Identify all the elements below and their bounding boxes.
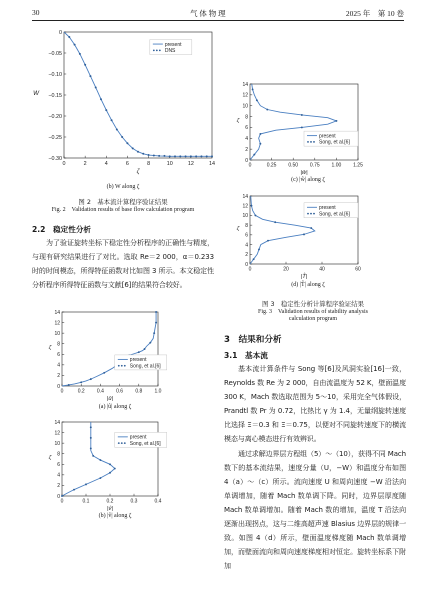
x-tick-label: 40 [319, 266, 325, 273]
y-tick-label: 8 [245, 114, 248, 121]
series-reference-point [174, 155, 176, 157]
legend-dot-swatch [124, 365, 126, 367]
series-present-line [62, 312, 156, 386]
y-tick-label: 8 [57, 451, 60, 458]
series-reference-point [95, 86, 97, 88]
x-tick-label: 0 [60, 498, 64, 505]
series-reference-point [266, 109, 268, 111]
y-axis-label: ζ [48, 345, 52, 351]
page-number: 30 [32, 8, 40, 17]
legend-dot-swatch [153, 49, 155, 51]
series-reference-point [132, 147, 134, 149]
series-reference-point [80, 381, 82, 383]
plot-frame [62, 312, 158, 386]
legend-dot-swatch [310, 141, 312, 143]
section-3-1-paragraph-2: 通过求解边界层方程组（5）～（10），获得不同 Mach 数下的基本流结果，速度分量（U，−W）和温度分布如图 4（a）～（c）所示。流向速度 U 和周向速度 −W 沿法向单调增加，随着 Mach 数单调下降。同时，边界层厚度随 Mach 数单调增加。随着 Mach 数的增加，温度 T 沿法向逐渐出现拐点，这与二维高超声速 Blasius 边界层的规律一致。如图 4（d）所示，壁面温度梯度随 Mach 数单调增加，而壁面流向和周向速度梯度相对恒定。旋转坐标系下附加 [224, 449, 406, 571]
x-tick-label: 14 [209, 160, 215, 167]
y-tick-label: 4 [245, 136, 248, 143]
y-tick-label: −0.15 [48, 92, 62, 99]
x-axis-label: |v̂| [107, 506, 113, 512]
y-tick-label: 4 [57, 472, 60, 479]
series-reference-point [179, 155, 181, 157]
y-axis-label: ζ [236, 226, 240, 232]
y-tick-label: 10 [54, 330, 60, 337]
y-tick-label: 6 [245, 232, 248, 239]
y-tick-label: 0 [245, 157, 248, 164]
series-reference-point [253, 258, 255, 260]
series-reference-point [84, 64, 86, 66]
figure2-subcaption: (b) W along ζ [106, 184, 140, 190]
series-reference-point [90, 378, 92, 380]
x-tick-label: 20 [283, 266, 289, 273]
series-reference-point [148, 154, 150, 156]
legend-dot-swatch [121, 365, 123, 367]
series-reference-point [142, 153, 144, 155]
legend-dot-swatch [156, 49, 158, 51]
series-reference-point [153, 332, 155, 334]
legend-dot-swatch [159, 49, 161, 51]
y-tick-label: 6 [57, 462, 60, 469]
figure3-caption-en-line1: Fig. 3 Validation results of stability analysis [258, 309, 368, 315]
y-tick-label: −0.25 [48, 134, 62, 141]
x-tick-label: 12 [187, 160, 194, 167]
series-reference-point [195, 155, 197, 157]
series-reference-point [99, 459, 101, 461]
section-3-1-heading: 3.1 基本流 [224, 351, 268, 360]
x-tick-label: 0.25 [266, 162, 277, 169]
x-tick-label: 4 [104, 160, 108, 167]
series-reference-point [259, 143, 261, 145]
section-3-heading: 3 结果和分析 [224, 335, 282, 345]
series-reference-point [114, 468, 116, 470]
y-tick-label: 8 [57, 341, 60, 348]
figure3a-plot [49, 310, 167, 402]
y-tick-label: 0 [57, 383, 60, 390]
series-reference-point [155, 322, 157, 324]
series-reference-point [103, 372, 105, 374]
x-tick-label: 0.2 [77, 388, 85, 395]
series-reference-point [211, 155, 213, 157]
figure2-caption-en: Fig. 2 Validation results of base flow calculation program [51, 207, 195, 213]
series-reference-point [252, 88, 254, 90]
series-reference-point [274, 221, 276, 223]
x-tick-label: 0.2 [106, 498, 114, 505]
legend-label-present: present [319, 133, 336, 140]
y-tick-label: 4 [245, 242, 248, 249]
series-reference-point [256, 99, 258, 101]
series-reference-point [158, 155, 160, 157]
series-reference-point [259, 133, 261, 135]
y-tick-label: −0.10 [48, 71, 62, 78]
series-reference-point [89, 75, 91, 77]
issue-info: 2025 年 第 10 卷 [345, 9, 404, 18]
y-tick-label: 8 [245, 222, 248, 229]
series-reference-point [109, 463, 111, 465]
y-tick-label: 12 [242, 203, 248, 210]
series-reference-point [121, 136, 123, 138]
x-tick-label: 1.25 [353, 162, 363, 169]
y-tick-label: 2 [57, 373, 60, 380]
series-reference-point [109, 472, 111, 474]
figure3c-chart [228, 80, 388, 178]
x-tick-label: 0.6 [116, 388, 124, 395]
x-tick-label: 0.8 [135, 388, 143, 395]
x-axis-label: |ŵ| [300, 170, 308, 176]
x-tick-label: 2 [83, 160, 87, 167]
series-reference-point [105, 109, 107, 111]
y-tick-label: 6 [57, 352, 60, 359]
series-reference-point [310, 227, 312, 229]
x-tick-label: 0.4 [96, 388, 104, 395]
figure3-caption-cn: 图 3 稳定性分析计算程序验证结果 [262, 300, 364, 308]
series-reference-point [90, 437, 92, 439]
y-tick-label: 12 [242, 92, 248, 99]
series-reference-point [200, 155, 202, 157]
y-axis-label: W [33, 90, 39, 97]
x-tick-label: 0.4 [154, 498, 162, 505]
legend-label-reference: Song, et al.[6] [319, 211, 350, 218]
x-tick-label: 60 [355, 266, 361, 273]
series-reference-point [149, 342, 151, 344]
x-axis-label: |T̂| [300, 274, 308, 280]
series-reference-point [85, 483, 87, 485]
plot-frame [250, 84, 358, 160]
y-tick-label: 6 [245, 125, 248, 132]
x-tick-label: 0.50 [288, 162, 299, 169]
y-tick-label: 14 [242, 193, 248, 200]
y-tick-label: −0.20 [48, 113, 62, 120]
y-tick-label: 12 [54, 430, 60, 437]
series-reference-point [68, 384, 70, 386]
x-tick-label: 8 [147, 160, 151, 167]
legend-dot-swatch [118, 442, 120, 444]
legend-label-present: present [129, 357, 147, 364]
series-reference-point [163, 155, 165, 157]
legend-dot-swatch [307, 141, 309, 143]
series-reference-point [267, 240, 269, 242]
y-tick-label: 10 [242, 103, 248, 110]
x-tick-label: 0 [248, 266, 252, 273]
figure3c-subcaption: (c) |ŵ| along ζ [291, 177, 325, 183]
legend-label-present: present [319, 205, 336, 212]
series-reference-point [153, 154, 155, 156]
series-reference-point [185, 155, 187, 157]
x-tick-label: 10 [166, 160, 173, 167]
series-reference-point [111, 119, 113, 121]
legend-label-reference: DNS [164, 48, 176, 55]
figure2-caption-cn: 图 2 基本流计算程序验证结果 [78, 198, 168, 206]
y-tick-label: 10 [242, 213, 248, 220]
series-reference-point [335, 120, 337, 122]
series-reference-point [250, 205, 252, 207]
series-present-line [250, 84, 336, 160]
series-reference-point [79, 53, 81, 55]
header-rule [32, 20, 404, 21]
y-tick-label: 10 [54, 440, 60, 447]
series-reference-point [74, 44, 76, 46]
figure3b-subcaption: (b) |v̂| along ζ [98, 513, 132, 519]
legend-dot-swatch [121, 442, 123, 444]
figure2-chart [30, 26, 216, 184]
x-axis-label: |û| [106, 396, 114, 402]
section-3-1-text [224, 362, 406, 573]
x-tick-label: 6 [125, 160, 129, 167]
y-tick-label: −0.30 [48, 155, 62, 162]
series-reference-point [169, 155, 171, 157]
series-present-line [62, 422, 115, 496]
figure3a-chart [40, 308, 190, 402]
legend-label-present: present [164, 41, 182, 48]
y-tick-label: 14 [242, 81, 248, 88]
section-2-2-heading: 2.2 稳定性分析 [32, 225, 92, 234]
y-tick-label: 0 [245, 261, 248, 268]
figure3c-plot [237, 82, 363, 176]
series-reference-point [126, 142, 128, 144]
series-reference-point [68, 36, 70, 38]
x-tick-label: 0.1 [82, 498, 90, 505]
legend-dot-swatch [307, 213, 309, 215]
y-tick-label: 12 [54, 320, 60, 327]
series-reference-point [253, 154, 255, 156]
series-reference-point [73, 489, 75, 491]
series-reference-point [138, 351, 140, 353]
series-reference-point [301, 126, 303, 128]
series-reference-point [137, 151, 139, 153]
section-2-2-paragraph: 为了验证旋转坐标下稳定性分析程序的正确性与精度，与现有研究结果进行了对比。选取 Re＝2 000，α＝0.233 时的时间模态，所得特征函数对比如图 3 所示。本文稳定性分析程序所得特征函数与文献[6]的结果符合较好。 [32, 239, 214, 290]
series-reference-point [303, 233, 305, 235]
y-axis-label: ζ [236, 118, 240, 124]
series-reference-point [144, 348, 146, 350]
x-tick-label: 1.00 [331, 162, 342, 169]
journal-title: 气 体 物 理 [190, 9, 226, 18]
x-tick-label: 0 [60, 388, 64, 395]
x-tick-label: 0.75 [309, 162, 320, 169]
legend-label-reference: Song, et al.[6] [129, 363, 161, 370]
x-tick-label: 0.3 [130, 498, 138, 505]
series-reference-point [92, 455, 94, 457]
series-reference-point [90, 426, 92, 428]
figure3d-chart [228, 192, 388, 282]
series-reference-point [90, 447, 92, 449]
legend-dot-swatch [124, 442, 126, 444]
legend-dot-swatch [310, 213, 312, 215]
series-reference-point [61, 495, 63, 497]
y-tick-label: 4 [57, 362, 60, 369]
figure2-plot [33, 30, 215, 175]
y-tick-label: 14 [54, 419, 60, 426]
series-reference-point [116, 128, 118, 130]
series-reference-point [100, 98, 102, 100]
y-tick-label: 2 [245, 252, 248, 259]
figure3-caption-en-line2: calculation program [288, 316, 338, 322]
figure3d-plot [237, 194, 361, 280]
legend-dot-swatch [313, 141, 315, 143]
x-tick-label: 0 [62, 160, 66, 167]
series-reference-point [99, 477, 101, 479]
series-reference-point [155, 311, 157, 313]
figure3a-subcaption: (a) |û| along ζ [98, 404, 132, 410]
x-axis-label: ζ [136, 167, 140, 175]
legend-label-reference: Song, et al.[6] [319, 139, 350, 146]
series-reference-point [254, 214, 256, 216]
series-reference-point [206, 155, 208, 157]
figure3b-chart [40, 418, 190, 514]
series-reference-point [190, 155, 192, 157]
y-tick-label: 14 [54, 309, 60, 316]
y-axis-label: ζ [48, 455, 52, 461]
legend-label-present: present [129, 434, 147, 441]
figure3b-plot [49, 420, 167, 512]
y-tick-label: 2 [245, 146, 248, 153]
x-tick-label: 1.0 [154, 388, 162, 395]
series-reference-point [258, 248, 260, 250]
y-tick-label: 0 [57, 493, 60, 500]
y-tick-label: 2 [57, 483, 60, 490]
y-tick-label: 0 [59, 29, 62, 36]
legend-dot-swatch [118, 365, 120, 367]
legend-dot-swatch [313, 213, 315, 215]
x-tick-label: 0 [248, 162, 252, 169]
figure3d-subcaption: (d) |T̂| along ζ [291, 282, 325, 288]
series-reference-point [301, 114, 303, 116]
section-3-1-paragraph-1: 基本流计算条件与 Song 等[6]及风洞实验[16]一致，Reynolds 数 Re 为 2 000，自由流温度为 52 K，壁面温度 300 K，Mach 数选取范围为 5～10，采用完全气体假设，Prandtl 数 Pr 为 0.72，比热比 γ 为 1.4，无量纲旋转速度比选择 Ξ＝0.3 和 Ξ＝0.75，以便对不同旋转速度下的横流模态与离心模态进行有效辨识。 [224, 365, 406, 444]
legend-label-reference: Song, et al.[6] [129, 440, 161, 447]
y-tick-label: −0.05 [48, 50, 62, 57]
